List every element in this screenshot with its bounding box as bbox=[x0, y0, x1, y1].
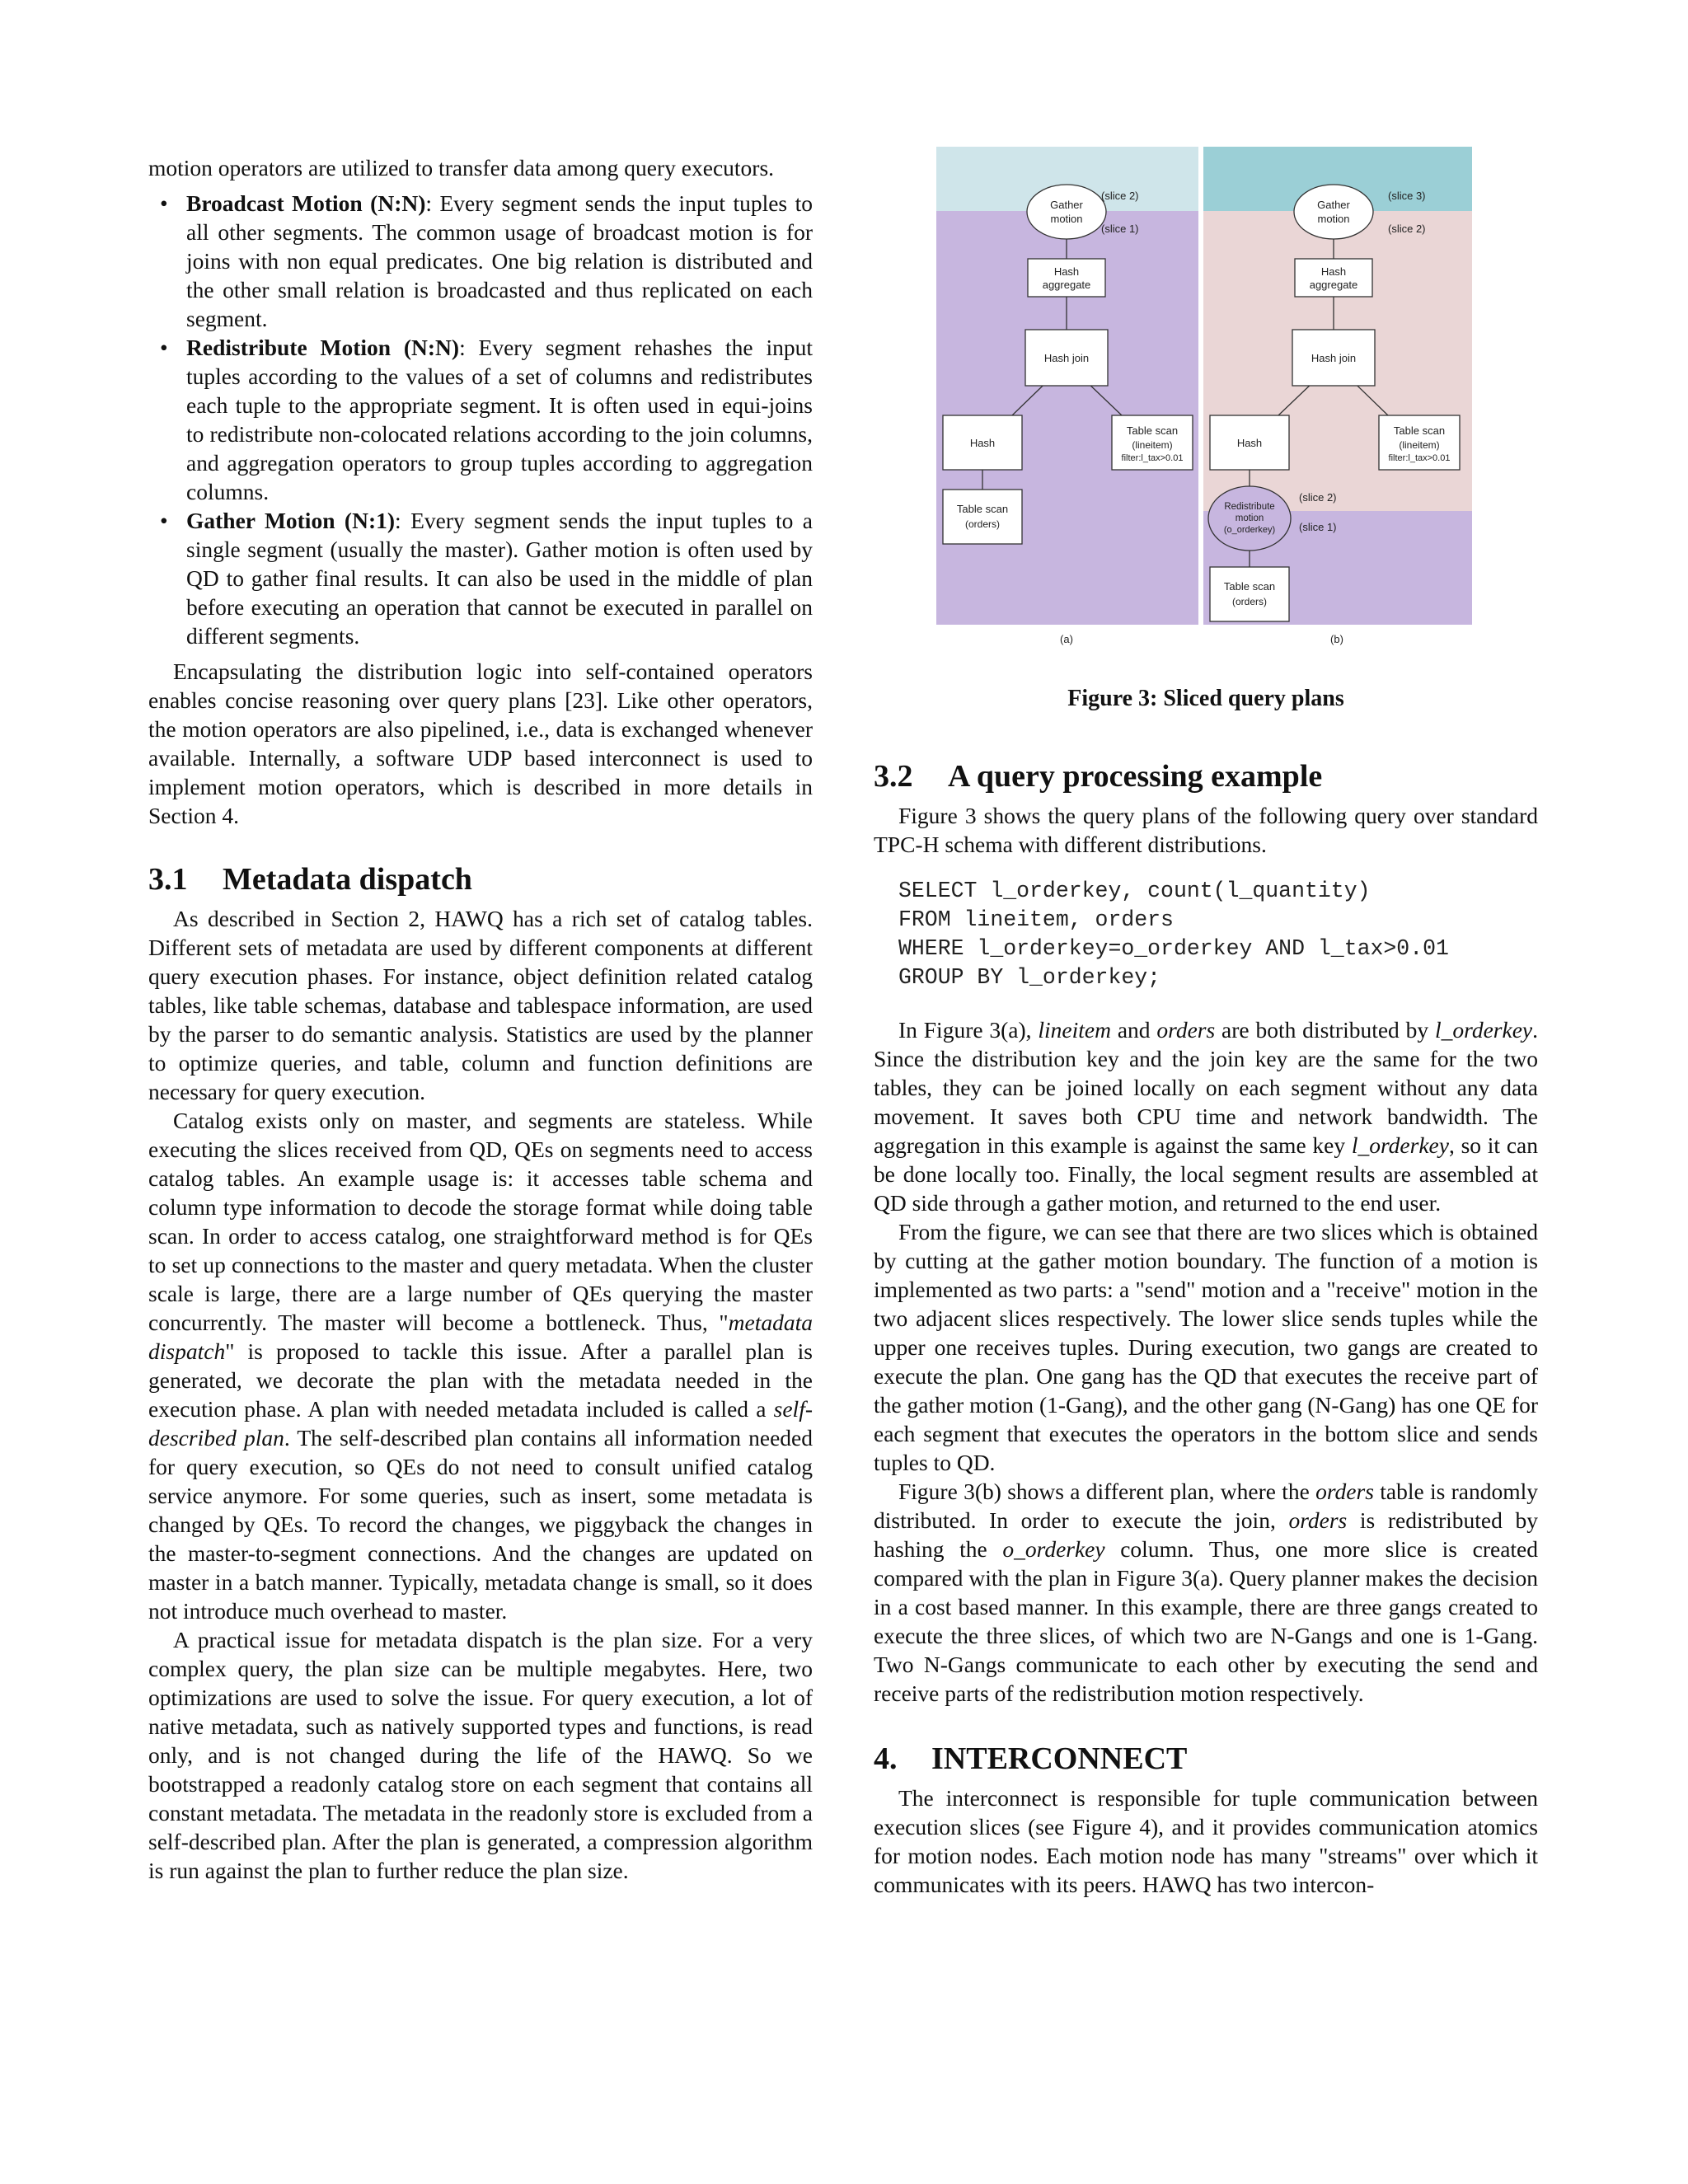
paragraph-3-2-b bbox=[874, 1015, 1538, 1217]
node-label: Gather bbox=[1317, 199, 1350, 211]
math-identifier: orders bbox=[1156, 1017, 1216, 1043]
panel-b-orders-scan-node bbox=[1210, 567, 1289, 621]
node-label: Hash bbox=[969, 437, 996, 449]
right-column bbox=[874, 758, 1538, 1899]
math-identifier: lineitem bbox=[1038, 1017, 1111, 1043]
panel-a-gather-motion-node bbox=[1027, 185, 1106, 239]
figure-caption: Figure 3: Sliced query plans bbox=[1067, 686, 1344, 711]
node-label: (orders) bbox=[1231, 596, 1268, 607]
text-run: " is proposed to tackle this issue. After a parallel plan is generated, we decorate the plan with the metadata needed in the execution phase. A plan with needed metadata included is called a bbox=[148, 1338, 813, 1422]
node-label: Hash bbox=[1320, 265, 1347, 278]
node-label: (orders) bbox=[964, 518, 1001, 530]
node-label: aggregate bbox=[1309, 279, 1358, 291]
panel-a-orders-scan-node bbox=[943, 490, 1022, 544]
text-run: Catalog exists only on master, and segments are stateless. While executing the slices received from QD, QEs on segments need to access catalog tables. An example usage is: it accesses table schema and column type information to decode the storage format while doing table scan. In order to access catalog, one straightforward method is for QEs to set up connections to the master and query metadata. When the cluster scale is large, there are a large number of QEs querying the master concurrently. The master will become a bottleneck. Thus, " bbox=[148, 1108, 813, 1335]
node-label: Hash join bbox=[1043, 352, 1090, 364]
paragraph-3-1-c: A practical issue for metadata dispatch is the plan size. For a very complex query, the plan size can be multiple megabytes. Here, two optimizations are used to solve the issue. For query execution, a lot of native metadata, such as natively supported types and functions, is read only, and is not changed during the life of the HAWQ. So we bootstrapped a readonly catalog store on each segment that contains all constant metadata. The metadata in the readonly store is excluded from a self-described plan. After the plan is generated, a compression algorithm is run against the plan to further reduce the plan size. bbox=[148, 1627, 813, 1883]
bullet-icon: • bbox=[160, 190, 168, 216]
slice-label: (slice 2) bbox=[1299, 491, 1337, 504]
node-label: motion bbox=[1317, 213, 1350, 225]
node-label: Hash bbox=[1053, 265, 1080, 278]
list-item-gather bbox=[148, 506, 813, 650]
section-heading-4 bbox=[874, 1741, 1538, 1777]
panel-label: (a) bbox=[1060, 633, 1073, 645]
text-run: , so it can be done locally too. Finally, the local segment results are assembled at QD side through a gather motion, and returned to the end user. bbox=[874, 1132, 1538, 1216]
intro-paragraph: motion operators are utilized to transfer data among query executors. bbox=[148, 155, 775, 180]
section-title: INTERCONNECT bbox=[931, 1741, 1188, 1776]
math-identifier: l_orderkey bbox=[1351, 1132, 1449, 1158]
paragraph-3-1-b bbox=[148, 1106, 813, 1625]
node-label: motion bbox=[1235, 513, 1264, 523]
bullet-text: : Every segment sends the input tuples to a single segment (usually the master). Gather motion is often used by QD to gather final results. It can also be used in the middle of plan before executing an operation that cannot be executed in parallel on different segments. bbox=[186, 508, 814, 649]
bullet-text: : Every segment sends the input tuples to all other segments. The common usage of broadcast motion is for joins with non equal predicates. One big relation is distributed and the other small relation is broadcasted and thus replicated on each segment. bbox=[186, 190, 814, 331]
figure-3-sliced-query-plans bbox=[936, 147, 1472, 649]
panel-label: (b) bbox=[1330, 633, 1343, 645]
panel-b-hash-aggregate-node bbox=[1295, 259, 1372, 297]
bullet-term: Gather Motion (N:1) bbox=[186, 508, 396, 533]
node-label: (lineitem) bbox=[1132, 439, 1173, 451]
node-label: Gather bbox=[1050, 199, 1083, 211]
node-label: Table scan bbox=[1126, 424, 1179, 437]
section-heading-3-2 bbox=[874, 758, 1538, 794]
section-title: A query processing example bbox=[948, 759, 1323, 794]
slice-label: (slice 1) bbox=[1299, 521, 1337, 533]
section-title: Metadata dispatch bbox=[223, 862, 472, 897]
text-run: table is randomly distributed. In order to execute the join, bbox=[874, 1479, 1538, 1533]
paragraph-3-2-c: From the figure, we can see that there are two slices which is obtained by cutting at the gather motion boundary. The function of a motion is implemented as two parts: a "send" motion and a "receive" motion in the two adjacent slices respectively. The lower slice sends tuples while the upper one receives tuples. During execution, two gangs are created to execute the plan. One gang has the QD that executes the receive part of the gather motion (1-Gang), and the other gang (N-Gang) has one QE for each segment that executes the operators in the bottom slice and sends tuples to QD. bbox=[874, 1219, 1538, 1475]
slice-label: (slice 1) bbox=[1101, 223, 1139, 235]
node-label: filter:l_tax>0.01 bbox=[1121, 453, 1184, 463]
node-label: aggregate bbox=[1042, 279, 1091, 291]
paragraph-4-a: The interconnect is responsible for tuple communication between execution slices (see Figure 4), and it provides communication atomics for motion nodes. Each motion node has many "streams" over which it communicates with its peers. HAWQ has two intercon- bbox=[874, 1785, 1538, 1897]
emphasis: self-described plan bbox=[148, 1396, 813, 1451]
text-run: is redistributed by hashing the bbox=[874, 1507, 1538, 1562]
node-label: Table scan bbox=[956, 503, 1009, 515]
bullet-icon: • bbox=[160, 508, 168, 533]
node-label: Hash bbox=[1236, 437, 1263, 449]
text-run: column. Thus, one more slice is created compared with the plan in Figure 3(a). Query planner makes the decision in a cost based manner. In this example, there are three gangs created to execute the three slices, of which two are N-Gangs and one is 1-Gang. Two N-Gangs communicate to each other by executing the send and receive parts of the redistribution motion respectively. bbox=[874, 1536, 1538, 1706]
paragraph-3-1-a: As described in Section 2, HAWQ has a rich set of catalog tables. Different sets of metadata are used by different components at different query execution phases. For instance, object definition related catalog tables, like table schemas, database and tablespace information, are used by the parser to do semantic analysis. Statistics are used by the planner to optimize queries, and table, column and function definitions are necessary for query execution. bbox=[148, 906, 813, 1104]
text-run: . The self-described plan contains all information needed for query execution, so QEs do not need to consult unified catalog service anymore. For some queries, such as insert, some metadata is changed by QEs. To record the changes, we piggyback the changes in the master-to-segment connections. And the changes are updated on master in a batch manner. Typically, metadata change is small, so it does not introduce much overhead to master. bbox=[148, 1425, 813, 1624]
section-number: 3.2 bbox=[874, 759, 913, 794]
node-label: Table scan bbox=[1223, 580, 1276, 593]
math-identifier: orders bbox=[1315, 1479, 1374, 1504]
node-label: (lineitem) bbox=[1399, 439, 1440, 451]
bullet-term: Redistribute Motion (N:N) bbox=[186, 335, 460, 360]
slice-label: (slice 3) bbox=[1388, 190, 1426, 202]
list-item-broadcast bbox=[148, 189, 813, 333]
math-identifier: o_orderkey bbox=[1002, 1536, 1105, 1562]
text-run: Figure 3(b) shows a different plan, where the bbox=[898, 1479, 1316, 1504]
sql-query-listing: SELECT l_orderkey, count(l_quantity) FROM lineitem, orders WHERE l_orderkey=o_orderkey AND l_tax>0.01 GROUP BY l_orderkey; bbox=[898, 879, 1449, 990]
motion-types-list bbox=[148, 189, 813, 650]
emphasis: metadata dispatch bbox=[148, 1310, 813, 1364]
section-heading-3-1 bbox=[148, 861, 813, 898]
slice-label: (slice 2) bbox=[1388, 223, 1426, 235]
paragraph-encapsulating: Encapsulating the distribution logic into self-contained operators enables concise reasoning over query plans [23]. Like other operators, the motion operators are also pipelined, i.e., data is exchanged whenever available. Internally, a software UDP based interconnect is used to implement motion operators, which is described in more details in Section 4. bbox=[148, 658, 813, 828]
bullet-term: Broadcast Motion (N:N) bbox=[186, 190, 426, 216]
node-label: Table scan bbox=[1393, 424, 1446, 437]
node-label: Hash join bbox=[1311, 352, 1357, 364]
list-item-redistribute bbox=[148, 333, 813, 506]
text-run: and bbox=[1110, 1017, 1157, 1043]
math-identifier: orders bbox=[1288, 1507, 1348, 1533]
panel-a-hash-aggregate-node bbox=[1028, 259, 1105, 297]
bullet-icon: • bbox=[160, 335, 168, 360]
math-identifier: l_orderkey bbox=[1435, 1017, 1533, 1043]
left-column bbox=[148, 153, 813, 1885]
paragraph-3-2-a: Figure 3 shows the query plans of the following query over standard TPC-H schema with different distributions. bbox=[874, 803, 1538, 857]
node-label: (o_orderkey) bbox=[1223, 525, 1276, 535]
text-run: In Figure 3(a), bbox=[898, 1017, 1039, 1043]
panel-b-gather-motion-node bbox=[1294, 185, 1373, 239]
slice-label: (slice 2) bbox=[1101, 190, 1139, 202]
paragraph-3-2-d bbox=[874, 1477, 1538, 1708]
section-number: 4. bbox=[874, 1741, 898, 1776]
node-label: motion bbox=[1050, 213, 1083, 225]
section-number: 3.1 bbox=[148, 862, 188, 897]
node-label: Redistribute bbox=[1224, 502, 1275, 512]
bullet-text: : Every segment rehashes the input tuples according to the values of a set of columns and redistributes each tuple to the appropriate segment. It is often used in equi-joins to redistribute non-colocated relations according to the join columns, and aggregation operators to group tuples according to aggregation columns. bbox=[186, 335, 813, 504]
text-run: are both distributed by bbox=[1215, 1017, 1436, 1043]
node-label: filter:l_tax>0.01 bbox=[1388, 453, 1451, 463]
text-run: . Since the distribution key and the join key are the same for the two tables, they can be joined locally on each segment without any data movement. It saves both CPU time and network bandwidth. The aggregation in this example is against the same key bbox=[874, 1017, 1538, 1158]
